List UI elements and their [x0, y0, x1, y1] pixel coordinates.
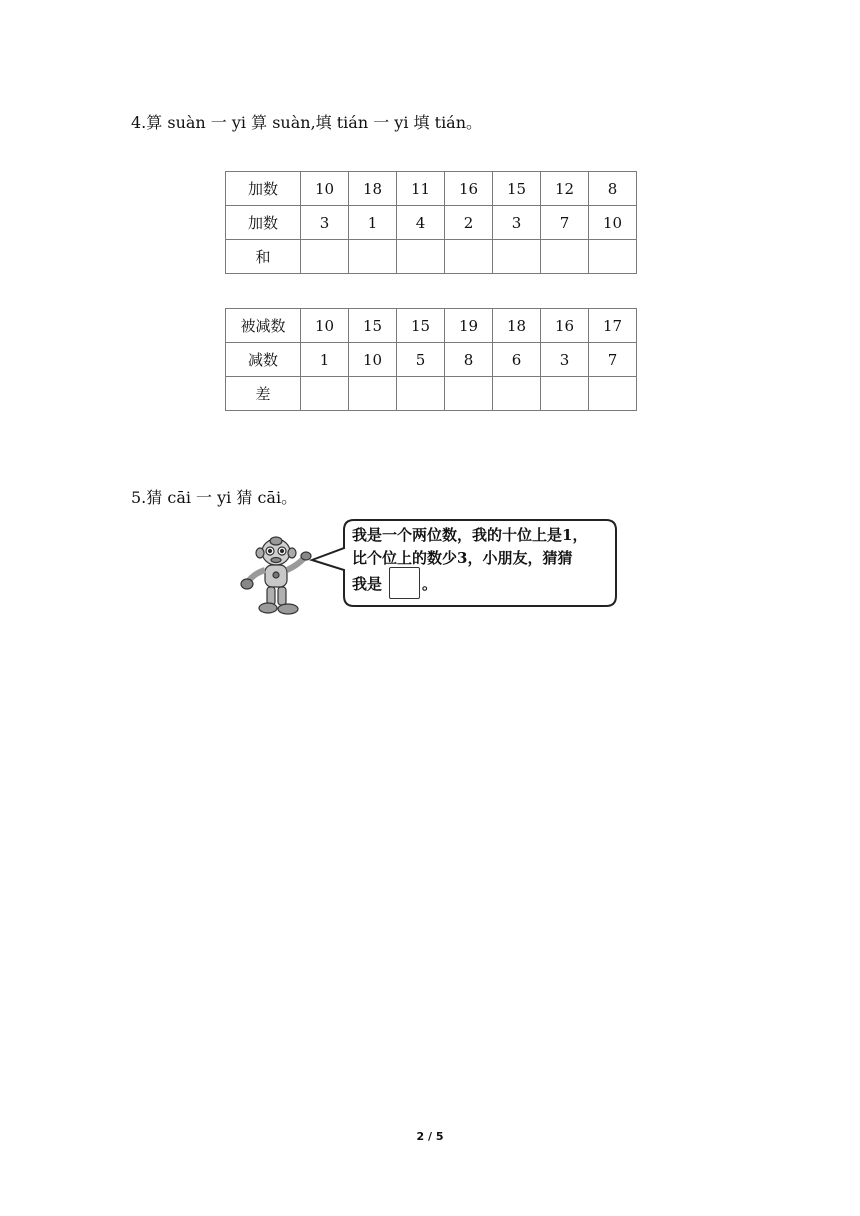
- row-header: 加数: [226, 172, 301, 206]
- row-header: 加数: [226, 206, 301, 240]
- answer-cell[interactable]: [301, 240, 349, 274]
- table-cell: 3: [493, 206, 541, 240]
- table-cell: 3: [541, 343, 589, 377]
- answer-cell[interactable]: [445, 240, 493, 274]
- table-cell: 15: [493, 172, 541, 206]
- page-number: 2 / 5: [416, 1130, 444, 1143]
- subtrahend-row: [226, 343, 637, 377]
- answer-cell[interactable]: [541, 377, 589, 411]
- table-cell: 4: [397, 206, 445, 240]
- table-cell: 15: [349, 309, 397, 343]
- row-header: 差: [226, 377, 301, 411]
- table-cell: 10: [349, 343, 397, 377]
- addend-row-2: [226, 206, 637, 240]
- table-cell: 10: [301, 172, 349, 206]
- answer-cell[interactable]: [301, 377, 349, 411]
- bubble-text-line-1: 我是一个两位数，我的十位上是1，: [352, 526, 588, 544]
- table-cell: 15: [397, 309, 445, 343]
- answer-cell[interactable]: [349, 377, 397, 411]
- row-header: 减数: [226, 343, 301, 377]
- bubble-text-line-2: 比个位上的数少3，小朋友，猜猜: [352, 549, 573, 567]
- addend-row-1: [226, 172, 637, 206]
- addition-table: [225, 171, 637, 274]
- answer-cell[interactable]: [589, 377, 637, 411]
- row-header: 和: [226, 240, 301, 274]
- answer-cell[interactable]: [397, 240, 445, 274]
- table-cell: 1: [301, 343, 349, 377]
- table-cell: 6: [493, 343, 541, 377]
- bubble-text-line-3: 我是: [352, 575, 383, 593]
- table-cell: 8: [589, 172, 637, 206]
- answer-cell[interactable]: [541, 240, 589, 274]
- table-cell: 10: [589, 206, 637, 240]
- table-cell: 16: [445, 172, 493, 206]
- table-cell: 12: [541, 172, 589, 206]
- table-cell: 8: [445, 343, 493, 377]
- table-cell: 2: [445, 206, 493, 240]
- answer-box[interactable]: [389, 567, 420, 599]
- subtraction-table: [225, 308, 637, 411]
- table-cell: 3: [301, 206, 349, 240]
- table-cell: 18: [349, 172, 397, 206]
- table-cell: 18: [493, 309, 541, 343]
- question-5-title: 5.猜 cāi 一 yi 猜 cāi。: [131, 488, 298, 507]
- answer-cell[interactable]: [445, 377, 493, 411]
- table-cell: 7: [589, 343, 637, 377]
- table-cell: 7: [541, 206, 589, 240]
- answer-cell[interactable]: [493, 240, 541, 274]
- table-cell: 17: [589, 309, 637, 343]
- answer-cell[interactable]: [493, 377, 541, 411]
- row-header: 被减数: [226, 309, 301, 343]
- answer-cell[interactable]: [589, 240, 637, 274]
- minuend-row: [226, 309, 637, 343]
- answer-cell[interactable]: [397, 377, 445, 411]
- bubble-text-period: 。: [422, 575, 438, 593]
- difference-row: [226, 377, 637, 411]
- question-4-title: 4.算 suàn 一 yi 算 suàn,填 tián 一 yi 填 tián。: [131, 113, 483, 132]
- table-cell: 16: [541, 309, 589, 343]
- table-cell: 19: [445, 309, 493, 343]
- sum-row: [226, 240, 637, 274]
- table-cell: 1: [349, 206, 397, 240]
- table-cell: 5: [397, 343, 445, 377]
- table-cell: 10: [301, 309, 349, 343]
- table-cell: 11: [397, 172, 445, 206]
- answer-cell[interactable]: [349, 240, 397, 274]
